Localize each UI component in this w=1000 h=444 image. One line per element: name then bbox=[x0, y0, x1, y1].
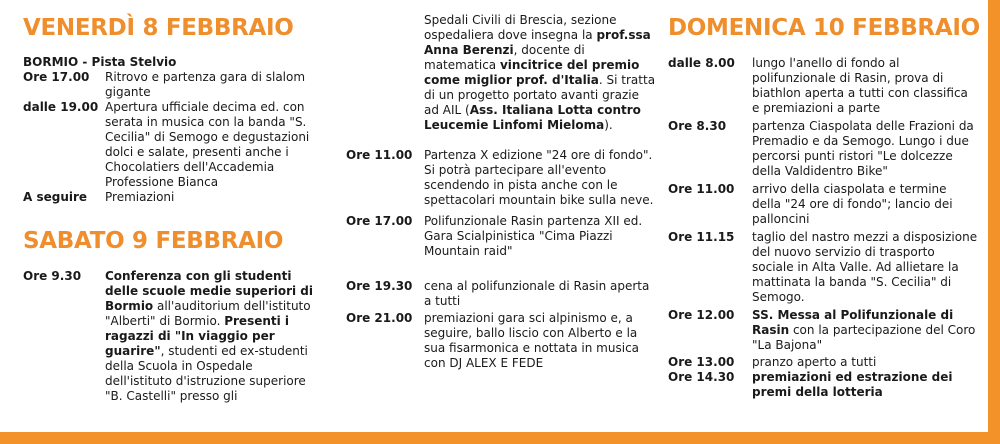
event-highlight: SS. Messa al Polifunzionale di Rasin bbox=[752, 308, 954, 337]
sunday-title: DOMENICA 10 FEBBRAIO bbox=[668, 15, 980, 41]
event-row bbox=[346, 279, 656, 309]
event-text: lungo l'anello di fondo al polifunzionale di Rasin, prova di biathlon aperta a tutti con classifica e premiazioni a parte bbox=[752, 56, 968, 115]
event-continuation bbox=[346, 13, 656, 133]
event-text-part: ). bbox=[604, 118, 613, 132]
event-time: Ore 14.30 bbox=[668, 370, 735, 384]
event-highlight: Presenti i ragazzi di "In viaggio per guarire" bbox=[105, 314, 290, 358]
event-text-part: . Si tratta di un progetto portato avanti grazie ad AIL ( bbox=[424, 73, 656, 117]
event-text bbox=[752, 308, 978, 353]
event-time: Ore 11.15 bbox=[668, 230, 735, 244]
event-text-part: , docente di matematica bbox=[424, 43, 585, 72]
column-1 bbox=[23, 0, 323, 404]
event-time: dalle 19.00 bbox=[23, 100, 99, 114]
event-text-part: all'auditorium dell'istituto "Alberti" di Bormio. bbox=[105, 299, 311, 328]
event-highlight: vincitrice del premio come miglior prof. d'Italia bbox=[424, 58, 640, 87]
event-text: premiazioni gara sci alpinismo e, a seguire, ballo liscio con Alberto e la sua fisarmonica e nottata in musica con DJ ALEX E FEDE bbox=[424, 311, 640, 370]
event-text: Premiazioni bbox=[105, 190, 175, 204]
event-highlight: Ass. Italiana Lotta contro Leucemie Linfomi Mieloma bbox=[424, 103, 641, 132]
event-time: Ore 17.00 bbox=[346, 214, 413, 228]
event-row bbox=[346, 148, 656, 208]
event-row bbox=[668, 56, 978, 116]
event-text-part: , studenti ed ex-studenti della Scuola in Ospedale dell'istituto d'istruzione superiore "B. Castelli" presso gli bbox=[105, 344, 308, 403]
column-3 bbox=[668, 0, 978, 400]
event-text: Polifunzionale Rasin partenza XII ed. Gara Scialpinistica "Cima Piazzi Mountain raid" bbox=[424, 214, 643, 258]
event-highlight: Conferenza con gli studenti delle scuole medie superiori di Bormio bbox=[105, 269, 314, 313]
event-time: Ore 19.30 bbox=[346, 279, 413, 293]
event-text-part: Spedali Civili di Brescia, sezione ospedaliera dove insegna la bbox=[424, 13, 617, 42]
event-row bbox=[668, 370, 978, 400]
event-text: cena al polifunzionale di Rasin aperta a tutti bbox=[424, 279, 650, 308]
event-text: Partenza X edizione "24 ore di fondo". Si potrà partecipare all'evento scendendo in pista anche con le spettacolari mountain bike sulla neve. bbox=[424, 148, 654, 207]
event-time: Ore 21.00 bbox=[346, 311, 413, 325]
event-row bbox=[23, 100, 323, 190]
event-highlight: prof.ssa Anna Berenzi bbox=[424, 28, 651, 57]
event-time: A seguire bbox=[23, 190, 88, 204]
event-text: arrivo della ciaspolata e termine della "24 ore di fondo"; lancio dei palloncini bbox=[752, 182, 953, 226]
event-text: pranzo aperto a tutti bbox=[752, 355, 877, 369]
event-time: Ore 8.30 bbox=[668, 119, 727, 133]
friday-title: VENERDÌ 8 FEBBRAIO bbox=[23, 15, 294, 41]
event-row bbox=[23, 190, 323, 205]
event-text: taglio del nastro mezzi a disposizione del nuovo servizio di trasporto sociale in Alta Valle. Ad allietare la mattinata la banda "S. Cecilia" di Semogo. bbox=[752, 230, 978, 304]
event-time: Ore 13.00 bbox=[668, 355, 735, 369]
event-time: Ore 17.00 bbox=[23, 70, 90, 84]
event-text: premiazioni ed estrazione dei premi della lotteria bbox=[752, 370, 953, 399]
event-row bbox=[668, 230, 978, 305]
event-time: dalle 8.00 bbox=[668, 56, 735, 70]
event-row bbox=[668, 355, 978, 370]
saturday-title: SABATO 9 FEBBRAIO bbox=[23, 228, 284, 254]
event-time: Ore 12.00 bbox=[668, 308, 735, 322]
event-row bbox=[23, 269, 323, 404]
event-row bbox=[668, 308, 978, 353]
event-row bbox=[668, 119, 978, 179]
event-text: Ritrovo e partenza gara di slalom gigante bbox=[105, 70, 306, 99]
event-row bbox=[668, 182, 978, 227]
event-text bbox=[105, 269, 323, 404]
event-time: Ore 11.00 bbox=[668, 182, 735, 196]
event-text: Apertura ufficiale decima ed. con serata in musica con la banda "S. Cecilia" di Semogo e degustazioni dolci e salate, presenti anche i Chocolatiers dell'Accademia Professione Bianca bbox=[105, 100, 310, 189]
column-2 bbox=[346, 0, 656, 371]
event-time: Ore 11.00 bbox=[346, 148, 413, 162]
event-text: partenza Ciaspolata delle Frazioni da Premadio e da Semogo. Lungo i due percorsi punti ristori "Le dolcezze della Valdidentro Bike" bbox=[752, 119, 974, 178]
event-row bbox=[346, 311, 656, 371]
event-row bbox=[23, 70, 323, 100]
friday-location: BORMIO - Pista Stelvio bbox=[23, 55, 177, 69]
event-time: Ore 9.30 bbox=[23, 269, 82, 283]
event-text-part: con la partecipazione del Coro "La Bajona" bbox=[752, 323, 976, 352]
event-row bbox=[346, 214, 656, 259]
